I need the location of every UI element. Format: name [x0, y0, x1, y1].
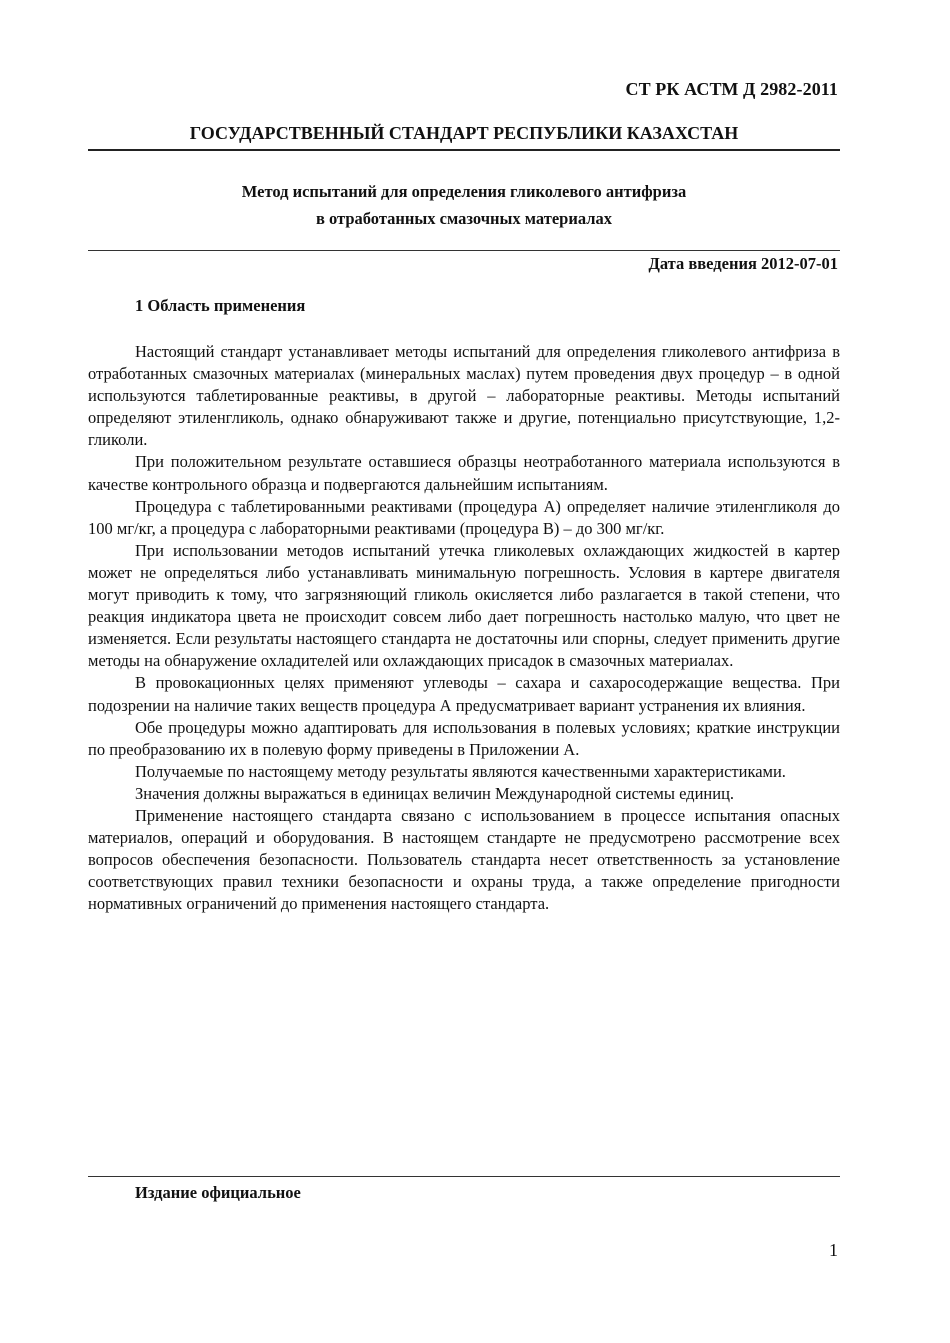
- paragraph: Применение настоящего стандарта связано с использованием в процессе испытания опасных материалов, операций и оборудования. В настоящем стандарте не предусмотрено рассмотрение всех вопросов обеспечения безопасности. Пользователь стандарта несет ответственность за установление соответствующих правил техники безопасности и охраны труда, а также определение пригодности нормативных ограничений до применения настоящего стандарта.: [88, 805, 840, 914]
- paragraph: Процедура с таблетированными реактивами (процедура А) определяет наличие этиленгликоля до 100 мг/кг, а процедура с лабораторными реактивами (процедура В) – до 300 мг/кг.: [88, 496, 840, 538]
- section-body: [88, 341, 840, 915]
- paragraph: Обе процедуры можно адаптировать для использования в полевых условиях; краткие инструкции по преобразованию их в полевую форму приведены в Приложении А.: [88, 717, 840, 759]
- paragraph: В провокационных целях применяют углеводы – сахара и сахаросодержащие вещества. При подозрении на наличие таких веществ процедура А предусматривает вариант устранения их влияния.: [88, 673, 840, 715]
- edition-label: Издание официальное: [135, 1183, 301, 1202]
- paragraph: Значения должны выражаться в единицах величин Международной системы единиц.: [135, 783, 735, 803]
- standard-name: [88, 178, 840, 232]
- footer-divider: [88, 1176, 840, 1177]
- state-standard-title: ГОСУДАРСТВЕННЫЙ СТАНДАРТ РЕСПУБЛИКИ КАЗАХСТАН: [189, 123, 739, 143]
- paragraph: Получаемые по настоящему методу результаты являются качественными характеристиками.: [135, 761, 786, 781]
- title-divider: [88, 250, 840, 251]
- paragraph: При использовании методов испытаний утечка гликолевых охлаждающих жидкостей в картер может не определяться либо устанавливать минимальную погрешность. Условия в картере двигателя могут приводить к тому, что загрязняющий гликоль окисляется либо разлагается в такой степени, что реакция индикатора цвета не происходит совсем либо дает погрешность настолько малую, что цвет не изменяется. Если результаты настоящего стандарта не достаточны или спорны, следует применить другие методы на обнаружение охладителей или охлаждающих присадок в смазочных материалах.: [88, 540, 840, 671]
- paragraph: При положительном результате оставшиеся образцы неотработанного материала используются в качестве контрольного образца и подвергаются дальнейшим испытаниям.: [88, 452, 840, 494]
- section-heading: 1 Область применения: [135, 296, 306, 315]
- paragraph: Настоящий стандарт устанавливает методы испытаний для определения гликолевого антифриза в отработанных смазочных материалах (минеральных маслах) путем проведения двух процедур – в одной используются таблетированные реактивы, в другой – лабораторные реактивы. Методы испытаний определяют этиленгликоль, однако обнаруживают также и другие, потенциально присутствующие, 1,2-гликоли.: [88, 342, 840, 450]
- standard-name-line-1: Метод испытаний для определения гликолевого антифриза: [241, 182, 687, 201]
- page-number: 1: [829, 1240, 838, 1260]
- introduction-date: Дата введения 2012-07-01: [648, 254, 838, 273]
- header-divider: [88, 149, 840, 151]
- standard-name-line-2: в отработанных смазочных материалах: [315, 209, 613, 228]
- document-code: СТ РК АСТМ Д 2982-2011: [625, 79, 838, 99]
